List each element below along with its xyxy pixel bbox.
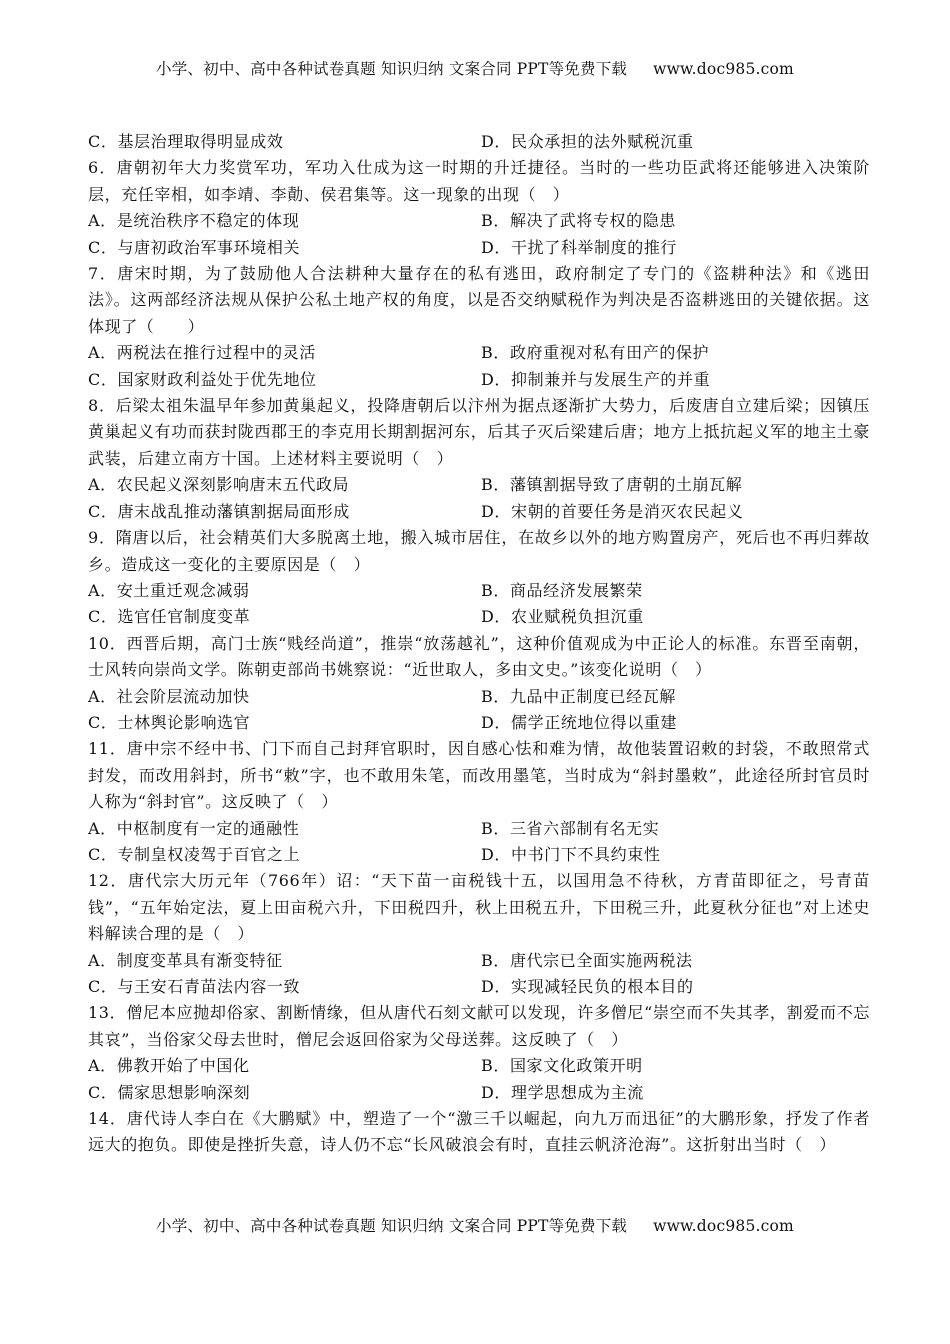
page-header	[0, 57, 950, 79]
question-12	[88, 868, 870, 1000]
question-stem: 12．唐代宗大历元年（766年）诏：“天下苗一亩税钱十五，以国用急不待秋，方青苗即征之，号青苗钱”，“五年始定法，夏上田亩税六升，下田税四升，秋上田税五升，下田税三升，此夏秋分征也”对上述史料解读合理的是（ ）	[88, 871, 870, 944]
question-stem: 14．唐代诗人李白在《大鹏赋》中，塑造了一个“激三千以崛起，向九万而迅征”的大鹏形象，抒发了作者远大的抱负。即使是挫折失意，诗人仍不忘“长风破浪会有时，直挂云帆济沧海”。这折射出当时（ ）	[88, 1109, 870, 1155]
option-b: B．国家文化政策开明	[481, 1056, 643, 1076]
question-stem: 13．僧尼本应抛却俗家、割断情缘，但从唐代石刻文献可以发现，许多僧尼“崇空而不失其孝，割爱而不忘其哀”，当俗家父母去世时，僧尼会返回俗家为父母送葬。这反映了（ ）	[88, 1003, 870, 1049]
options	[88, 948, 870, 1001]
footer-url[interactable]: www.doc985.com	[653, 1217, 794, 1235]
exam-content	[88, 129, 870, 1159]
options	[88, 1053, 870, 1106]
page-footer	[0, 1214, 950, 1236]
question-stem: 6．唐朝初年大力奖赏军功，军功入仕成为这一时期的升迁捷径。当时的一些功臣武将还能够进入决策阶层，充任宰相，如李靖、李勣、侯君集等。这一现象的出现（ ）	[88, 158, 870, 204]
options	[88, 578, 870, 631]
header-url[interactable]: www.doc985.com	[653, 60, 794, 78]
option-a: A．安土重迁观念减弱	[88, 580, 250, 600]
option-a: A．佛教开始了中国化	[88, 1056, 250, 1076]
options	[88, 340, 870, 393]
header-text: 小学、初中、高中各种试卷真题 知识归纳 文案合同 PPT等免费下载	[156, 60, 628, 78]
option-c: C．专制皇权凌驾于百官之上	[88, 844, 301, 864]
option-b: B．藩镇割据导致了唐朝的土崩瓦解	[481, 475, 743, 495]
option-c: C．士林舆论影响选官	[88, 712, 251, 732]
option-b: B．政府重视对私有田产的保护	[481, 343, 710, 363]
option-a: A．农民起义深刻影响唐末五代政局	[88, 475, 350, 495]
question-10	[88, 631, 870, 737]
option-a: A．制度变革具有渐变特征	[88, 950, 283, 970]
question-7	[88, 261, 870, 393]
options	[88, 816, 870, 869]
q5-options	[88, 129, 870, 155]
option-a: A．社会阶层流动加快	[88, 686, 250, 706]
option-d: D．干扰了科举制度的推行	[481, 237, 678, 257]
option-d: D．中书门下不具约束性	[481, 844, 661, 864]
option-c: C．唐末战乱推动藩镇割据局面形成	[88, 501, 350, 521]
question-stem: 9．隋唐以后，社会精英们大多脱离土地，搬入城市居住，在故乡以外的地方购置房产，死后也不再归葬故乡。造成这一变化的主要原因是（ ）	[88, 528, 870, 574]
options	[88, 472, 870, 525]
options	[88, 208, 870, 261]
question-stem: 11．唐中宗不经中书、门下而自己封拜官职时，因自感心怯和难为情，故他装置诏敕的封袋，不敢照常式封发，而改用斜封，所书“敕”字，也不敢用朱笔，而改用墨笔，当时成为“斜封墨敕”，此途径所封官员时人称为“斜封官”。这反映了（ ）	[88, 739, 870, 812]
option-d: D．民众承担的法外赋税沉重	[481, 132, 694, 151]
option-c: C．基层治理取得明显成效	[88, 132, 284, 151]
question-6	[88, 155, 870, 261]
option-b: B．解决了武将专权的隐患	[481, 211, 676, 231]
option-b: B．唐代宗已全面实施两税法	[481, 950, 693, 970]
option-c: C．与王安石青苗法内容一致	[88, 977, 301, 996]
option-c: C．选官任官制度变革	[88, 607, 251, 627]
question-9	[88, 525, 870, 631]
option-d: D．理学思想成为主流	[481, 1082, 644, 1102]
option-b: B．九品中正制度已经瓦解	[481, 686, 676, 706]
question-8	[88, 393, 870, 525]
option-b: B．商品经济发展繁荣	[481, 580, 643, 600]
question-13	[88, 1000, 870, 1106]
question-11	[88, 736, 870, 868]
option-b: B．三省六部制有名无实	[481, 818, 660, 838]
question-stem: 7．唐宋时期，为了鼓励他人合法耕种大量存在的私有逃田，政府制定了专门的《盗耕种法》和《逃田法》。这两部经济法规从保护公私土地产权的角度，以是否交纳赋税作为判决是否盗耕逃田的关键依据。这体现了（ ）	[88, 264, 870, 336]
question-stem: 10．西晋后期，高门士族“贱经尚道”，推崇“放荡越礼”，这种价值观成为中正论人的标准。东晋至南朝，士风转向崇尚文学。陈朝吏部尚书姚察说：“近世取人，多由文史。”该变化说明（ ）	[88, 633, 870, 680]
option-a: A．中枢制度有一定的通融性	[88, 818, 300, 838]
footer-text: 小学、初中、高中各种试卷真题 知识归纳 文案合同 PPT等免费下载	[156, 1217, 628, 1235]
option-d: D．宋朝的首要任务是消灭农民起义	[481, 501, 744, 521]
options	[88, 684, 870, 737]
option-d: D．抑制兼并与发展生产的并重	[481, 369, 711, 389]
option-c: C．儒家思想影响深刻	[88, 1082, 251, 1102]
option-a: A．是统治秩序不稳定的体现	[88, 211, 300, 231]
question-stem: 8．后梁太祖朱温早年参加黄巢起义，投降唐朝后以汴州为据点逐渐扩大势力，后废唐自立建后梁；因镇压黄巢起义有功而获封陇西郡王的李克用长期割据河东，后其子灭后梁建后唐；地方上抵抗起义军的地主土豪武装，后建立南方十国。上述材料主要说明（ ）	[88, 396, 870, 468]
option-d: D．农业赋税负担沉重	[481, 607, 644, 627]
option-d: D．实现减轻民负的根本目的	[481, 977, 694, 996]
option-c: C．与唐初政治军事环境相关	[88, 237, 301, 257]
question-14	[88, 1106, 870, 1159]
option-c: C．国家财政利益处于优先地位	[88, 369, 317, 389]
option-a: A．两税法在推行过程中的灵活	[88, 343, 316, 363]
option-d: D．儒学正统地位得以重建	[481, 712, 678, 732]
